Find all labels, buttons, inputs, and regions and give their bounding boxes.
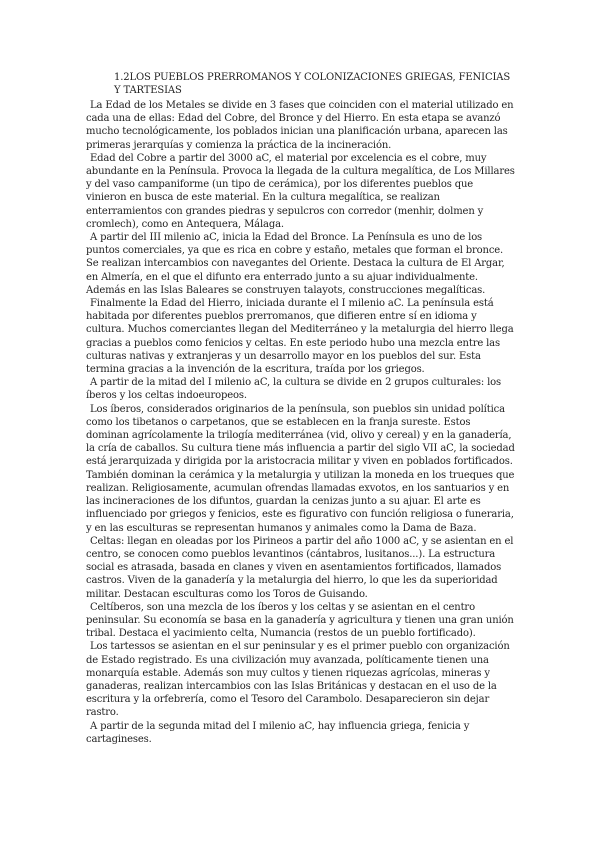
document-title: 1.2LOS PUEBLOS PRERROMANOS Y COLONIZACIONES GRIEGAS, FENICIAS Y TARTESIAS [114,72,511,96]
paragraph-celtiberos: Celtíberos, son una mezcla de los íberos y los celtas y se asientan en el centro peninsular. Su economía se basa en la ganadería y agricultura y tienen una gran unión tribal. Destaca el yacimiento celta, Numancia (restos de un pueblo fortificado). [86,601,514,640]
paragraph-edad-cobre: Edad del Cobre a partir del 3000 aC, el material por excelencia es el cobre, muy abundante en la Península. Provoca la llegada de la cultura megalítica, de Los Millares y del vaso campaniforme (un tipo de cerámica), por los diferentes pueblos que vinieron en busca de este material. En la cultura megalítica, se realizan enterramientos con grandes piedras y sepulcros con corredor (menhir, dolmen y cromlech), como en Antequera, Málaga. [86,152,515,230]
paragraph-grupos-culturales: A partir de la mitad del I milenio aC, la cultura se divide en 2 grupos culturales: los íberos y los celtas indoeuropeos. [86,377,501,402]
paragraph-edad-bronce: A partir del III milenio aC, inicia la Edad del Bronce. La Península es uno de los puntos comerciales, ya que es rica en cobre y estaño, metales que forman el bronce. Se realizan intercambios con navegantes del Oriente. Destaca la cultura de El Argar, en Almería, en el que el difunto era enterrado junto a su ajuar individualmente. Además en las Islas Baleares se construyen talayots, construcciones megalíticas. [86,232,505,296]
paragraph-celtas: Celtas: llegan en oleadas por los Pirineos a partir del año 1000 aC, y se asientan en el centro, se conocen como pueblos levantinos (cántabros, lusitanos...). La estructura social es atrasada, basada en clanes y viven en asentamientos fortificados, llamados castros. Viven de la ganadería y la metalurgia del hierro, lo que les da superioridad militar. Destacan esculturas como los Toros de Guisando. [86,535,514,600]
paragraph-iberos: Los íberos, considerados originarios de la península, son pueblos sin unidad política como los tibetanos o carpetanos, que se establecen en la franja sureste. Estos dominan agrícolamente la trilogía mediterránea (vid, olivo y cereal) y en la ganadería, la cría de caballos. Su cultura tiene más influencia a partir del siglo VII aC, la sociedad está jerarquizada y dirigida por la aristocracia militar y viven en poblados fortificados. También dominan la cerámica y la metalurgia y utilizan la moneda en los trueques que realizan. Religiosamente, acumulan ofrendas llamadas exvotos, en los santuarios y en las incineraciones de los difuntos, guardan la cenizas junto a su ajuar. El arte es influenciado por griegos y fenicios, este es figurativo con función religiosa o funeraria, y en las esculturas se representan humanos y animales como la Dama de Baza. [86,403,515,534]
paragraph-colonizaciones: A partir de la segunda mitad del I milenio aC, hay influencia griega, fenicia y cartagineses. [86,720,470,745]
paragraph-tartessos: Los tartessos se asientan en el sur peninsular y es el primer pueblo con organización de Estado registrado. Es una civilización muy avanzada, políticamente tienen una monarquía estable. Además son muy cultos y tienen riquezas agrícolas, mineras y ganaderas, realizan intercambios con las Islas Británicas y destacan en el uso de la escritura y la orfebrería, como el Tesoro del Carambolo. Desaparecieron sin dejar rastro. [86,641,510,719]
paragraph-edad-metales: La Edad de los Metales se divide en 3 fases que coinciden con el material utilizado en cada una de ellas: Edad del Cobre, del Bronce y del Hierro. En esta etapa se avanzó mucho tecnológicamente, los poblados inician una planificación urbana, aparecen las primeras jerarquías y comienza la práctica de la incineración. [86,100,514,151]
paragraph-edad-hierro: Finalmente la Edad del Hierro, iniciada durante el I milenio aC. La península está habitada por diferentes pueblos prerromanos, que difieren entre sí en idioma y cultura. Muchos comerciantes llegan del Mediterráneo y la metalurgia del hierro llega gracias a pueblos como fenicios y celtas. En este periodo hubo una mezcla entre las culturas nativas y extranjeras y un desarrollo mayor en los pueblos del sur. Esta termina gracias a la invención de la escritura, traída por los griegos. [86,298,514,376]
document-page [86,71,516,746]
